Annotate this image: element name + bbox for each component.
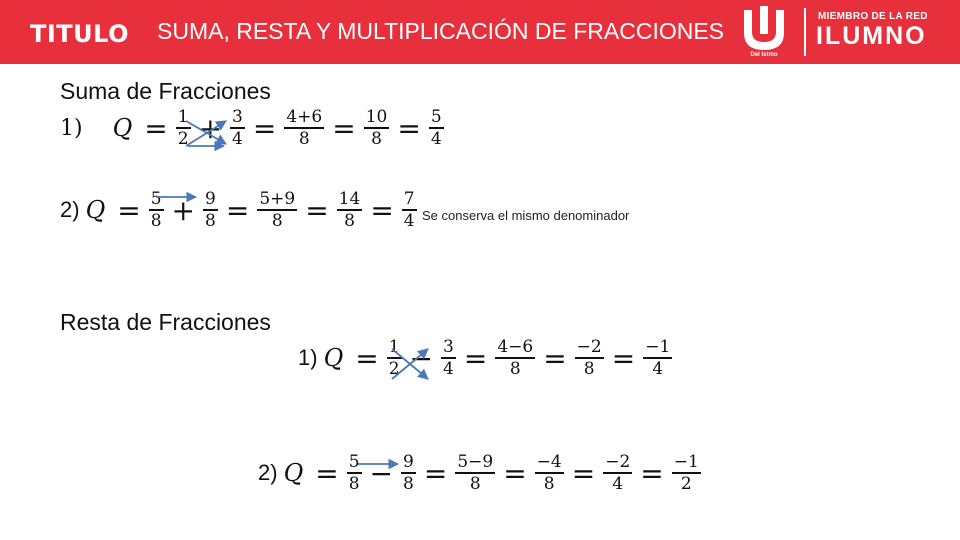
- operator: =: [463, 341, 488, 375]
- numerator: 9: [403, 452, 414, 472]
- variable-q: Q: [85, 196, 106, 224]
- operator: =: [543, 341, 567, 375]
- denominator: 8: [583, 359, 595, 379]
- numerator: 1: [177, 107, 189, 127]
- operator: =: [315, 456, 339, 490]
- denominator: 8: [150, 211, 162, 231]
- numerator: 5+9: [259, 189, 296, 209]
- operator: =: [611, 341, 636, 375]
- numerator: −4: [536, 452, 562, 472]
- logo-subtitle: Del Istmo: [750, 52, 778, 58]
- variable-q: Q: [323, 344, 344, 372]
- numerator: 4−6: [497, 337, 534, 357]
- operator: −: [369, 456, 394, 490]
- equation-number: 2): [60, 197, 80, 222]
- denominator: 4: [612, 474, 624, 494]
- denominator: 2: [680, 474, 692, 494]
- denominator: 8: [403, 474, 414, 494]
- numerator: 10: [365, 107, 388, 127]
- numerator: 3: [443, 337, 454, 357]
- operator: +: [198, 111, 223, 145]
- numerator: 5: [348, 452, 360, 472]
- operator: =: [640, 456, 664, 490]
- numerator: 5: [430, 107, 442, 127]
- numerator: 4+6: [286, 107, 323, 127]
- denominator: 8: [271, 211, 283, 231]
- logo-name-text: ILUMNO: [816, 22, 927, 50]
- numerator: 1: [388, 337, 400, 357]
- denominator: 4: [443, 359, 454, 379]
- denominator: 4: [652, 359, 664, 379]
- slide-title: SUMA, RESTA Y MULTIPLICACIÓN DE FRACCIONES: [157, 18, 725, 44]
- operator: =: [305, 193, 329, 227]
- numerator: 5: [150, 189, 162, 209]
- heading-suma: Suma de Fracciones: [60, 78, 271, 104]
- operator: =: [332, 111, 356, 145]
- operator: =: [503, 456, 527, 490]
- numerator: 9: [205, 189, 216, 209]
- equation-number: 1): [60, 115, 83, 141]
- logo-network-text: MIEMBRO DE LA RED: [818, 11, 928, 22]
- numerator: −2: [576, 337, 602, 357]
- operator: =: [397, 111, 421, 145]
- numerator: −2: [605, 452, 631, 472]
- equation-number: 2): [258, 460, 278, 485]
- operator: =: [571, 456, 596, 490]
- operator: =: [117, 193, 141, 227]
- denominator: 2: [388, 359, 400, 379]
- denominator: 8: [348, 474, 360, 494]
- denominator: 8: [543, 474, 555, 494]
- operator: −: [409, 341, 434, 375]
- denominator: 2: [177, 129, 189, 149]
- numerator: 14: [338, 189, 361, 209]
- numerator: 3: [232, 107, 243, 127]
- denominator: 4: [232, 129, 243, 149]
- denominator: 8: [371, 129, 382, 149]
- denominator: 8: [298, 129, 310, 149]
- heading-resta: Resta de Fracciones: [60, 309, 271, 335]
- numerator: −1: [645, 337, 671, 357]
- variable-q: Q: [283, 459, 304, 487]
- operator: =: [144, 111, 168, 145]
- numerator: −1: [673, 452, 699, 472]
- denominator-note: Se conserva el mismo denominador: [422, 208, 630, 223]
- denominator: 4: [403, 211, 415, 231]
- operator: =: [252, 111, 277, 145]
- equation-number: 1): [298, 345, 318, 370]
- denominator: 8: [509, 359, 521, 379]
- denominator: 4: [430, 129, 442, 149]
- denominator: 8: [344, 211, 355, 231]
- numerator: 7: [403, 189, 415, 209]
- slide-tag: TITULO: [30, 20, 129, 48]
- numerator: 5−9: [457, 452, 494, 472]
- operator: +: [171, 193, 196, 227]
- operator: =: [355, 341, 379, 375]
- denominator: 8: [205, 211, 216, 231]
- operator: =: [370, 193, 394, 227]
- operator: =: [225, 193, 250, 227]
- variable-q: Q: [112, 114, 133, 142]
- operator: =: [423, 456, 448, 490]
- denominator: 8: [469, 474, 481, 494]
